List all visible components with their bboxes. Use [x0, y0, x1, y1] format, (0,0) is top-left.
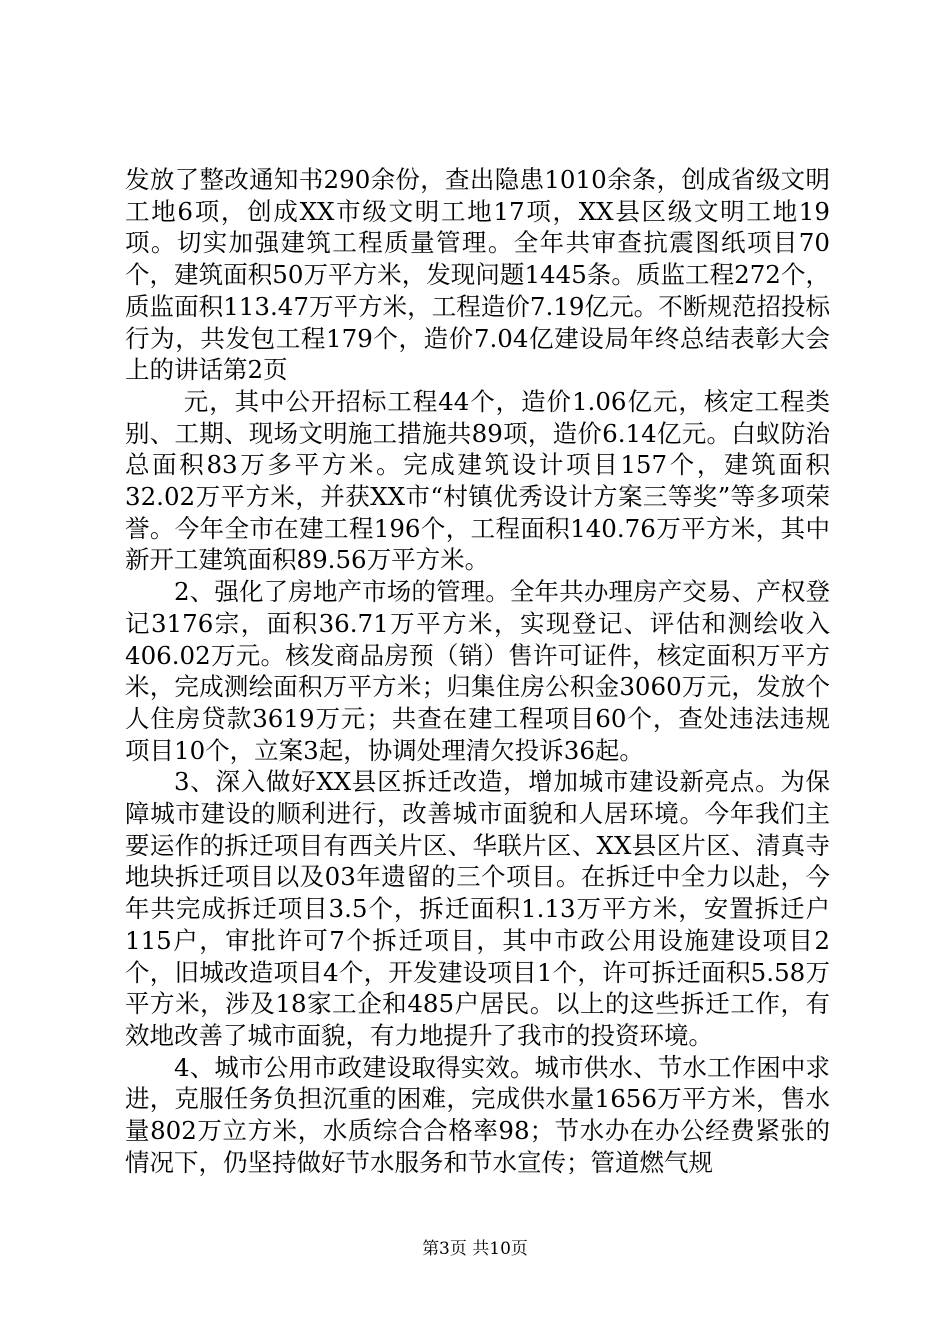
document-body [125, 164, 830, 1179]
paragraph-3: 2、强化了房地产市场的管理。全年共办理房产交易、产权登记3176宗，面积36.71万平方米，实现登记、评估和测绘收入406.02万元。核发商品房预（销）售许可证件，核定面积万平方米，完成测绘面积万平方米；归集住房公积金3060万元，发放个人住房贷款3619万元；共查在建工程项目60个，查处违法违规项目10个，立案3起，协调处理清欠投诉36起。 [125, 577, 830, 765]
paragraph-4: 3、深入做好XX县区拆迁改造，增加城市建设新亮点。为保障城市建设的顺利进行，改善城市面貌和人居环境。今年我们主要运作的拆迁项目有西关片区、华联片区、XX县区片区、清真寺地块拆迁项目以及03年遗留的三个项目。在拆迁中全力以赴，今年共完成拆迁项目3.5个，拆迁面积1.13万平方米，安置拆迁户115户，审批许可7个拆迁项目，其中市政公用设施建设项目2个，旧城改造项目4个，开发建设项目1个，许可拆迁面积5.58万平方米，涉及18家工企和485户居民。以上的这些拆迁工作，有效地改善了城市面貌，有力地提升了我市的投资环境。 [125, 767, 830, 1050]
paragraph-2: 元，其中公开招标工程44个，造价1.06亿元，核定工程类别、工期、现场文明施工措施共89项，造价6.14亿元。白蚁防治总面积83万多平方米。完成建筑设计项目157个，建筑面积32.02万平方米，并获XX市“村镇优秀设计方案三等奖”等多项荣誉。今年全市在建工程196个，工程面积140.76万平方米，其中新开工建筑面积89.56万平方米。 [125, 386, 830, 575]
paragraph-1: 发放了整改通知书290余份，查出隐患1010余条，创成省级文明工地6项，创成XX市级文明工地17项，XX县区级文明工地19项。切实加强建筑工程质量管理。全年共审查抗震图纸项目70个，建筑面积50万平方米，发现问题1445条。质监工程272个，质监面积113.47万平方米，工程造价7.19亿元。不断规范招投标行为，共发包工程179个，造价7.04亿建设局年终总结表彰大会上的讲话第2页 [125, 165, 830, 385]
paragraph-5: 4、城市公用市政建设取得实效。城市供水、节水工作困中求进，克服任务负担沉重的困难，完成供水量1656万平方米，售水量802万立方米，水质综合合格率98；节水办在办公经费紧张的情况下，仍坚持做好节水服务和节水宣传；管道燃气规 [125, 1052, 830, 1177]
page-footer: 第3页 共10页 [422, 1239, 528, 1259]
